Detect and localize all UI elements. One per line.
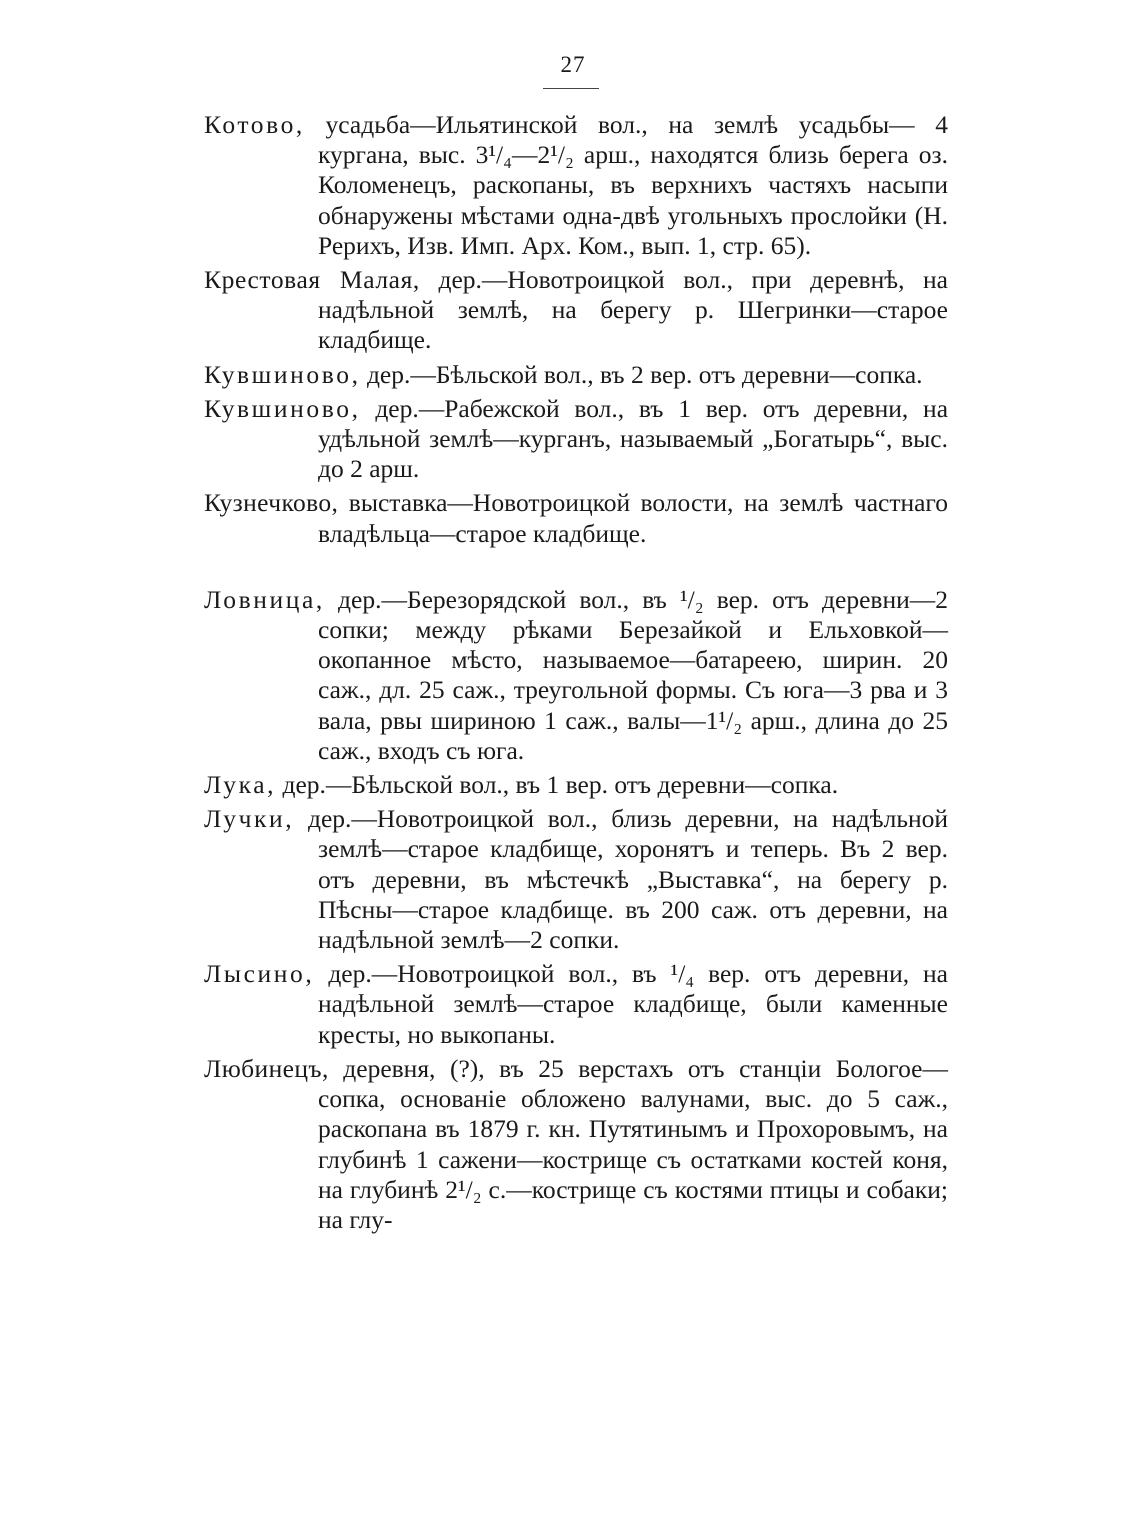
entry-lysino [204, 959, 948, 1050]
entry-text: дер.—Бѣльской вол., въ 2 вер. отъ деревни—сопка. [366, 359, 923, 389]
entry-luka [204, 770, 948, 800]
entry-headword: Лука, [204, 770, 277, 800]
entry-text: деревня, (?), въ 25 верстахъ отъ станціи Бологое—сопка, основаніе обложено валунами, выс. до 5 саж., раскопана въ 1879 г. кн. Путятинымъ и Прохоровымъ, на глубинѣ 1 сажени—кострище съ остатками костей коня, на глубинѣ 2¹/₂ с.—кострище съ костями птицы и собаки; на глу- [318, 1053, 948, 1234]
entry-headword: Кувшиново, [204, 393, 361, 423]
entry-krestovaya-malaya [204, 265, 948, 356]
entry-headword: Лучки, [204, 804, 295, 834]
entry-luchki [204, 804, 948, 955]
entry-kuvshinovo-belskaya [204, 360, 948, 390]
entry-headword: Любинецъ, [204, 1053, 329, 1083]
entry-kuvshinovo-rabezhskaya [204, 394, 948, 485]
entry-headword: Ловница, [204, 584, 325, 614]
entry-list [204, 110, 948, 1239]
entry-text: выставка—Новотроицкой волости, на землѣ частнаго владѣльца—старое кладбище. [318, 488, 949, 548]
entry-text: дер.—Бѣльской вол., въ 1 вер. отъ деревни—сопка. [282, 770, 839, 800]
entry-headword: Котово, [204, 110, 305, 139]
entry-lyubinets [204, 1054, 948, 1235]
entry-text: дер.—Новотроицкой вол., въ ¹/₄ вер. отъ деревни, на надѣльной землѣ—старое кладбище, были каменные кресты, но выкопаны. [318, 959, 948, 1049]
entry-text: усадьба—Ильятинской вол., на землѣ усадьбы— 4 кургана, выс. 3¹/₄—2¹/₂ арш., находятся близь берега оз. Коломенецъ, раскопаны, въ верхнихъ частяхъ насыпи обнаружены мѣстами одна-двѣ угольныхъ прослойки (Н. Рерихъ, Изв. Имп. Арх. Ком., вып. 1, стр. 65). [318, 110, 948, 260]
page-number: 27 [560, 52, 586, 77]
entry-kotovo [204, 110, 948, 261]
entry-text: дер.—Рабежской вол., въ 1 вер. отъ деревни, на удѣльной землѣ—курганъ, называемый „Богатырь“, выс. до 2 арш. [318, 393, 949, 484]
entry-lovnitsa [204, 585, 948, 766]
entry-text: дер.—Новотроицкой вол., при деревнѣ, на надѣльной землѣ, на берегу р. Шегринки—старое кладбище. [318, 265, 948, 355]
page-number-rule [543, 88, 599, 89]
entry-headword: Кузнечково, [204, 488, 339, 518]
entry-headword: Лысино, [204, 959, 315, 989]
entry-text: дер.—Березорядской вол., въ ¹/₂ вер. отъ деревни—2 сопки; между рѣками Березайкой и Ельховкой—окопанное мѣсто, называемое—батареею, ширин. 20 саж., дл. 25 саж., треугольной формы. Съ юга—3 рва и 3 вала, рвы шириною 1 саж., валы—1¹/₂ арш., длина до 25 саж., входъ съ юга. [318, 584, 949, 765]
entry-text: дер.—Новотроицкой вол., близь деревни, на надѣльной землѣ—старое кладбище, хоронятъ и теперь. Въ 2 вер. отъ деревни, въ мѣстечкѣ „Выставка“, на берегу р. Пѣсны—старое кладбище. въ 200 саж. отъ деревни, на надѣльной землѣ—2 сопки. [307, 804, 949, 955]
entry-kuznechkovo [204, 488, 948, 548]
entry-headword: Крестовая Малая, [204, 265, 420, 295]
entry-headword: Кувшиново, [204, 359, 361, 389]
